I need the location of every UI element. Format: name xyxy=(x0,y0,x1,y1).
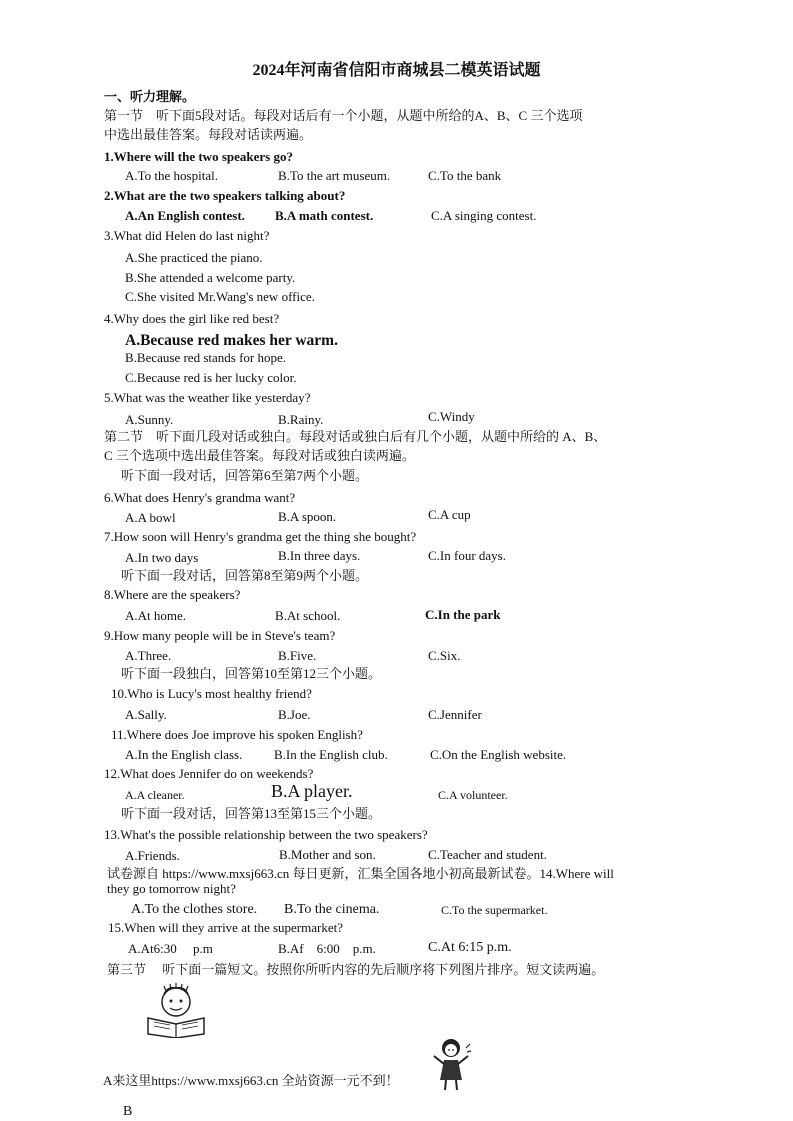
section1-instruction-cont: 中选出最佳答案。每段对话读两遍。 xyxy=(104,127,313,142)
q10-option-b: B.Joe. xyxy=(278,707,311,722)
q8-option-c: C.In the park xyxy=(425,607,501,622)
question-15: 15.When will they arrive at the supermarket? xyxy=(108,920,343,935)
q5-option-c: C.Windy xyxy=(428,409,475,424)
q12-option-b: B.A player. xyxy=(271,781,353,801)
q4-option-a: A.Because red makes her warm. xyxy=(125,332,338,349)
question-3: 3.What did Helen do last night? xyxy=(104,228,270,243)
q15-option-a: A.At6:30 p.m xyxy=(128,941,213,956)
q7-option-c: C.In four days. xyxy=(428,548,506,563)
section1-instruction: 第一节 听下面5段对话。每段对话后有一个小题，从题中所给的A、B、C 三个选项 xyxy=(104,108,583,123)
footer-notice: A来这里https://www.mxsj663.cn 全站资源一元不到！ xyxy=(103,1073,399,1088)
q3-option-a: A.She practiced the piano. xyxy=(125,250,263,265)
q2-option-b: B.A math contest. xyxy=(275,208,374,223)
q4-option-b: B.Because red stands for hope. xyxy=(125,350,287,365)
instruction-q13-15: 听下面一段对话，回答第13至第15三个小题。 xyxy=(121,806,382,821)
q9-option-c: C.Six. xyxy=(428,648,461,663)
q2-option-a: A.An English contest. xyxy=(125,208,245,223)
page-title: 2024年河南省信阳市商城县二模英语试题 xyxy=(252,62,541,79)
picture-label-b: B xyxy=(123,1104,133,1119)
instruction-q10-12: 听下面一段独白，回答第10至第12三个小题。 xyxy=(121,666,382,681)
question-5: 5.What was the weather like yesterday? xyxy=(104,390,311,405)
instruction-q8-9: 听下面一段对话，回答第8至第9两个小题。 xyxy=(121,568,369,583)
question-9: 9.How many people will be in Steve's team? xyxy=(104,628,336,643)
q3-option-c: C.She visited Mr.Wang's new office. xyxy=(125,289,315,304)
q13-option-c: C.Teacher and student. xyxy=(428,847,547,862)
q14-option-c: C.To the supermarket. xyxy=(441,903,548,917)
q2-option-c: C.A singing contest. xyxy=(431,208,537,223)
question-4: 4.Why does the girl like red best? xyxy=(104,311,280,326)
q8-option-a: A.At home. xyxy=(125,608,187,623)
q14-option-b: B.To the cinema. xyxy=(284,902,380,917)
q11-option-a: A.In the English class. xyxy=(125,747,243,762)
question-12: 12.What does Jennifer do on weekends? xyxy=(104,766,314,781)
question-14-cont: they go tomorrow night? xyxy=(107,881,236,896)
q1-option-c: C.To the bank xyxy=(428,168,502,183)
q8-option-b: B.At school. xyxy=(275,608,341,623)
q13-option-a: A.Friends. xyxy=(125,848,180,863)
q6-option-b: B.A spoon. xyxy=(278,509,337,524)
source-notice-with-q14: 试卷源自 https://www.mxsj663.cn 每日更新，汇集全国各地小初高最新试卷。14.Where will xyxy=(107,866,614,881)
q5-option-b: B.Rainy. xyxy=(278,412,324,427)
q9-option-b: B.Five. xyxy=(278,648,317,663)
q13-option-b: B.Mother and son. xyxy=(279,847,376,862)
q5-option-a: A.Sunny. xyxy=(125,412,174,427)
q10-option-c: C.Jennifer xyxy=(428,707,482,722)
q15-option-b: B.Af 6:00 p.m. xyxy=(278,941,376,956)
question-11: 11.Where does Joe improve his spoken English? xyxy=(111,727,363,742)
q9-option-a: A.Three. xyxy=(125,648,172,663)
question-8: 8.Where are the speakers? xyxy=(104,587,241,602)
part-heading: 一、听力理解。 xyxy=(104,89,196,104)
q6-option-a: A.A bowl xyxy=(125,510,176,525)
q4-option-c: C.Because red is her lucky color. xyxy=(125,370,297,385)
question-6: 6.What does Henry's grandma want? xyxy=(104,490,296,505)
q11-option-c: C.On the English website. xyxy=(430,747,567,762)
girl-illustration xyxy=(430,1036,472,1092)
question-13: 13.What's the possible relationship between the two speakers? xyxy=(104,827,428,842)
q6-option-c: C.A cup xyxy=(428,507,471,522)
section3-instruction: 第三节 听下面一篇短文。按照你所听内容的先后顺序将下列图片排序。短文读两遍。 xyxy=(107,962,605,977)
q14-option-a: A.To the clothes store. xyxy=(131,902,258,917)
q1-option-b: B.To the art museum. xyxy=(278,168,391,183)
q3-option-b: B.She attended a welcome party. xyxy=(125,270,296,285)
q10-option-a: A.Sally. xyxy=(125,707,167,722)
q7-option-b: B.In three days. xyxy=(278,548,361,563)
section2-instruction: 第二节 听下面几段对话或独白。每段对话或独白后有几个小题，从题中所给的 A、B、 xyxy=(104,429,607,444)
reading-person-illustration xyxy=(140,982,212,1038)
question-10: 10.Who is Lucy's most healthy friend? xyxy=(111,686,312,701)
instruction-q6-7: 听下面一段对话，回答第6至第7两个小题。 xyxy=(121,468,369,483)
q7-option-a: A.In two days xyxy=(125,550,199,565)
q1-option-a: A.To the hospital. xyxy=(125,168,218,183)
question-2: 2.What are the two speakers talking about? xyxy=(104,188,346,203)
q12-option-c: C.A volunteer. xyxy=(438,788,508,802)
question-1: 1.Where will the two speakers go? xyxy=(104,149,293,164)
q12-option-a: A.A cleaner. xyxy=(125,788,185,802)
section2-instruction-cont: C 三个选项中选出最佳答案。每段对话或独白读两遍。 xyxy=(104,448,415,463)
question-7: 7.How soon will Henry's grandma get the thing she bought? xyxy=(104,529,417,544)
q15-option-c: C.At 6:15 p.m. xyxy=(428,940,512,955)
q11-option-b: B.In the English club. xyxy=(274,747,388,762)
